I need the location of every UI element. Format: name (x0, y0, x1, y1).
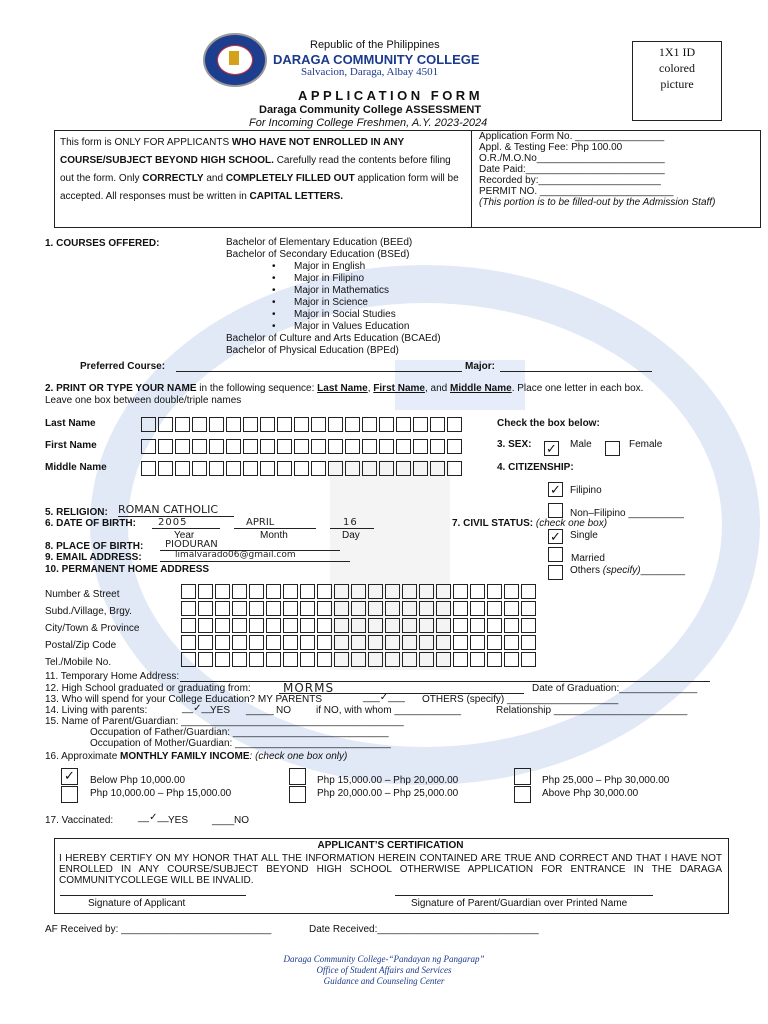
form-title: APPLICATION FORM (298, 88, 484, 103)
citizenship-filipino-label: Filipino (570, 485, 602, 496)
day-label: Day (342, 530, 360, 541)
photo-line-3: picture (660, 77, 694, 91)
income-label: 16. Approximate MONTHLY FAMILY INCOME: (check one box only) (45, 751, 348, 762)
republic-line: Republic of the Philippines (310, 39, 440, 51)
check-title: Check the box below: (497, 418, 600, 429)
major-line[interactable] (500, 371, 652, 372)
civil-married-label: Married (571, 553, 605, 564)
religion-label: 5. RELIGION: (45, 507, 108, 518)
af-received-by: AF Received by: ___________________________ (45, 924, 272, 935)
first-name-label: First Name (45, 440, 97, 451)
civil-single-checkbox[interactable]: ✓ (548, 529, 563, 544)
living-no-mark[interactable]: _____ (246, 705, 274, 716)
photo-line-2: colored (659, 61, 695, 75)
vaccinated-label: 17. Vaccinated: (45, 815, 114, 826)
hs-value[interactable]: MORMS (283, 681, 335, 695)
middle-name-boxes[interactable] (141, 461, 464, 476)
citizenship-non-filipino-checkbox[interactable] (548, 503, 563, 518)
admin-or-no: O.R./M.O.No_______________________ (479, 153, 665, 164)
addr-street-boxes[interactable] (181, 584, 538, 599)
sex-male-checkbox[interactable]: ✓ (544, 441, 559, 456)
year-label: Year (174, 530, 195, 541)
addr-city-label: City/Town & Province (45, 623, 140, 634)
addr-city-boxes[interactable] (181, 618, 538, 633)
pob-label: 8. PLACE OF BIRTH: (45, 541, 144, 552)
footer-line-3: Guidance and Counseling Center (323, 976, 445, 986)
income-20-25k-label: Php 20,000.00 – Php 25,000.00 (317, 788, 459, 799)
first-name-boxes[interactable] (141, 439, 464, 454)
addr-zip-label: Postal/Zip Code (45, 640, 117, 651)
major-label: Major: (465, 361, 495, 372)
living-label: 14. Living with parents: (45, 705, 148, 716)
occupation-father: Occupation of Father/Guardian: ____________________________ (90, 727, 389, 738)
spend-others: OTHERS (specify) ____________________ (422, 694, 619, 705)
college-address: Salvacion, Daraga, Albay 4501 (301, 66, 439, 78)
hs-label: 12. High School graduated or graduating from: (45, 683, 251, 694)
citizenship-non-filipino-label: Non–Filipino __________ (570, 508, 684, 519)
vaccinated-yes-mark[interactable]: __✓__ (138, 812, 169, 823)
major-social-studies: • Major in Social Studies (272, 309, 441, 321)
college-seal (203, 33, 267, 87)
dob-year[interactable]: 2005 (158, 517, 188, 528)
middle-name-label: Middle Name (45, 462, 107, 473)
living-no-label: NO (276, 705, 291, 716)
admin-fee: Appl. & Testing Fee: Php 100.00 (479, 142, 623, 153)
email-label: 9. EMAIL ADDRESS: (45, 552, 142, 563)
dob-month-line (234, 528, 316, 529)
courses-label: 1. COURSES OFFERED: (45, 238, 160, 249)
income-above-30k-label: Above Php 30,000.00 (542, 788, 639, 799)
college-name: DARAGA COMMUNITY COLLEGE (273, 52, 480, 67)
id-photo-box (632, 41, 722, 121)
certification-body: I HEREBY CERTIFY ON MY HONOR THAT ALL THE INFORMATION HEREIN CONTAINED ARE TRUE AND CORRECT AND THAT I HAVE NOT ENROLLED IN ANY COURSE/SUBJECT BEYOND HIGH SCHOOL OTHERWISE APPLICATION FOR ENTRANCE IN THE DARAGA COMMUNITYCOLLEGE WILL BE INVALID. (59, 853, 722, 886)
footer (0, 954, 768, 987)
major-english: • Major in English (272, 261, 441, 273)
photo-line-1: 1X1 ID (658, 45, 696, 59)
income-below-10k-checkbox[interactable]: ✓ (61, 768, 78, 785)
income-25-30k-checkbox[interactable] (514, 768, 531, 785)
relationship: Relationship ________________________ (496, 705, 688, 716)
income-above-30k-checkbox[interactable] (514, 786, 531, 803)
income-15-20k-label: Php 15,000.00 – Php 20,000.00 (317, 775, 459, 786)
applicant-signature-label: Signature of Applicant (88, 898, 186, 909)
addr-zip-boxes[interactable] (181, 635, 538, 650)
admin-date-paid: Date Paid:_________________________ (479, 164, 665, 175)
major-math: • Major in Mathematics (272, 285, 441, 297)
income-15-20k-checkbox[interactable] (289, 768, 306, 785)
major-science: • Major in Science (272, 297, 441, 309)
civil-others-label: Others (specify)________ (570, 565, 686, 576)
addr-brgy-boxes[interactable] (181, 601, 538, 616)
temp-address: 11. Temporary Home Address: (45, 671, 180, 682)
pob-value[interactable]: PIODURAN (165, 539, 218, 550)
certification-title: APPLICANT’S CERTIFICATION (317, 840, 464, 851)
footer-line-2: Office of Student Affairs and Services (316, 965, 452, 975)
footer-line-1: Daraga Community College-“Pandayan ng Pangarap” (283, 954, 485, 964)
parent-signature-line[interactable] (395, 895, 653, 896)
living-yes-mark[interactable]: __✓__ (182, 703, 213, 714)
income-below-10k-label: Below Php 10,000.00 (90, 775, 186, 786)
address-label: 10. PERMANENT HOME ADDRESS (45, 564, 210, 575)
graduation-date: Date of Graduation:______________ (532, 683, 698, 694)
month-label: Month (260, 530, 288, 541)
last-name-boxes[interactable] (141, 417, 464, 432)
dob-label: 6. DATE OF BIRTH: (45, 518, 136, 529)
parent-signature-label: Signature of Parent/Guardian over Printed Name (411, 898, 628, 909)
admin-form-no: Application Form No. ________________ (479, 131, 665, 142)
address-row-labels (45, 586, 139, 671)
admin-section (479, 131, 757, 208)
spend-label: 13. Who will spend for your College Education? MY PARENTS (45, 694, 322, 705)
name-instructions: 2. PRINT OR TYPE YOUR NAME in the following sequence: Last Name, First Name, and Middle Name. Place one letter in each box. (45, 383, 644, 394)
dob-day-line (330, 528, 374, 529)
preferred-course-label: Preferred Course: (80, 361, 166, 372)
guardian-name: 15. Name of Parent/Guardian: ________________________________________ (45, 716, 404, 727)
course-bcaed: Bachelor of Culture and Arts Education (BCAEd) (226, 333, 441, 344)
civil-others-checkbox[interactable] (548, 565, 563, 580)
notice-text: This form is ONLY FOR APPLICANTS WHO HAVE NOT ENROLLED IN ANY COURSE/SUBJECT BEYOND HIGH SCHOOL. Carefully read the contents before filing out the form. Only CORRECTLY and COMPLETELY FILLED OUT application form will be accepted. All responses must be written in CAPITAL LETTERS. (60, 137, 459, 202)
income-20-25k-checkbox[interactable] (289, 786, 306, 803)
living-with-whom: if NO, with whom ____________ (316, 705, 462, 716)
sex-male-label: Male (570, 439, 592, 450)
addr-street-label: Number & Street (45, 589, 120, 600)
vaccinated-yes-label: YES (168, 815, 189, 826)
dob-day[interactable]: 16 (343, 517, 358, 528)
income-25-30k-label: Php 25,000 – Php 30,000.00 (542, 775, 670, 786)
form-subtitle: Daraga Community College ASSESSMENT (259, 104, 482, 116)
sex-label: 3. SEX: (497, 439, 532, 450)
temp-address-line[interactable] (180, 681, 710, 682)
course-beed: Bachelor of Elementary Education (BEEd) (226, 237, 413, 248)
email-line (160, 561, 350, 562)
courses-list (226, 237, 441, 357)
vaccinated-no-mark[interactable]: ____ (212, 815, 235, 826)
addr-brgy-label: Subd./Village, Brgy. (45, 606, 132, 617)
vaccinated-no-label: NO (234, 815, 249, 826)
addr-tel-boxes[interactable] (181, 652, 538, 667)
occupation-mother: Occupation of Mother/Guardian: ____________________________ (90, 738, 391, 749)
dob-month[interactable]: APRIL (246, 517, 275, 528)
major-filipino: • Major in Filipino (272, 273, 441, 285)
major-values: • Major in Values Education (272, 321, 441, 333)
course-bsed: Bachelor of Secondary Education (BSEd) (226, 249, 410, 260)
religion-value[interactable]: ROMAN CATHOLIC (118, 503, 219, 516)
living-yes-label: YES (210, 705, 231, 716)
notice-divider (471, 130, 472, 227)
admin-permit: PERMIT NO. ________________________ (479, 186, 674, 197)
civil-married-checkbox[interactable] (548, 547, 563, 562)
applicant-signature-line[interactable] (60, 895, 246, 896)
citizenship-label: 4. CITIZENSHIP: (497, 462, 574, 473)
email-value[interactable]: limalvarado06@gmail.com (175, 550, 296, 560)
last-name-label: Last Name (45, 418, 96, 429)
spend-check[interactable]: ___✓___ (363, 692, 405, 703)
name-instructions-2: Leave one box between double/triple names (45, 395, 242, 406)
sex-female-checkbox[interactable] (605, 441, 620, 456)
admin-note: (This portion is to be filled-out by the Admission Staff) (479, 197, 716, 208)
academic-year: For Incoming College Freshmen, A.Y. 2023-2024 (249, 117, 488, 129)
date-received: Date Received:_____________________________ (309, 924, 539, 935)
sex-female-label: Female (629, 439, 663, 450)
course-bped: Bachelor of Physical Education (BPEd) (226, 345, 399, 356)
dob-year-line (152, 528, 220, 529)
civil-status-label: 7. CIVIL STATUS: (check one box) (452, 518, 608, 529)
citizenship-filipino-checkbox[interactable]: ✓ (548, 482, 563, 497)
admin-recorded: Recorded by:______________________ (479, 175, 661, 186)
income-10-15k-label: Php 10,000.00 – Php 15,000.00 (90, 788, 232, 799)
income-10-15k-checkbox[interactable] (61, 786, 78, 803)
preferred-course-line[interactable] (176, 371, 462, 372)
civil-single-label: Single (570, 530, 598, 541)
addr-tel-label: Tel./Mobile No. (45, 657, 112, 668)
